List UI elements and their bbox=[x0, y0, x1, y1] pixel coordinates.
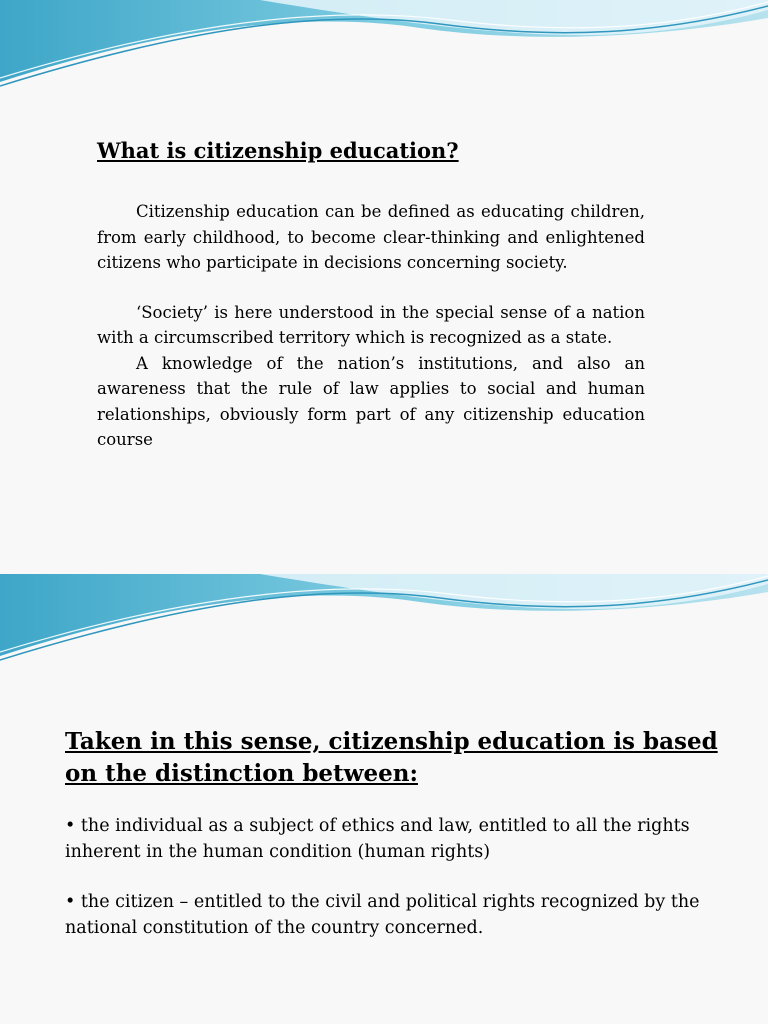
header-wave-decoration bbox=[0, 574, 768, 674]
paragraph-knowledge: A knowledge of the nation’s institutions, and also an awareness that the rule of law applies to social and human relationships, obviously form part of any citizenship education course bbox=[97, 353, 645, 449]
slide-heading: What is citizenship education? bbox=[97, 138, 459, 163]
header-wave-decoration bbox=[0, 0, 768, 100]
paragraph-definition: Citizenship education can be defined as educating children, from early childhood, to become clear-thinking and enlightened citizens who participate in decisions concerning society. bbox=[97, 202, 645, 272]
slide-body bbox=[97, 199, 645, 453]
bullet-citizen: • the citizen – entitled to the civil and political rights recognized by the national constitution of the country concerned. bbox=[65, 892, 700, 938]
slide-2 bbox=[0, 574, 768, 1024]
slide-heading: Taken in this sense, citizenship education is based on the distinction between: bbox=[65, 728, 718, 787]
paragraph-society: ‘Society’ is here understood in the special sense of a nation with a circumscribed territory which is recognized as a state. bbox=[97, 302, 645, 347]
bullet-individual: • the individual as a subject of ethics and law, entitled to all the rights inherent in the human condition (human rights) bbox=[65, 816, 690, 862]
